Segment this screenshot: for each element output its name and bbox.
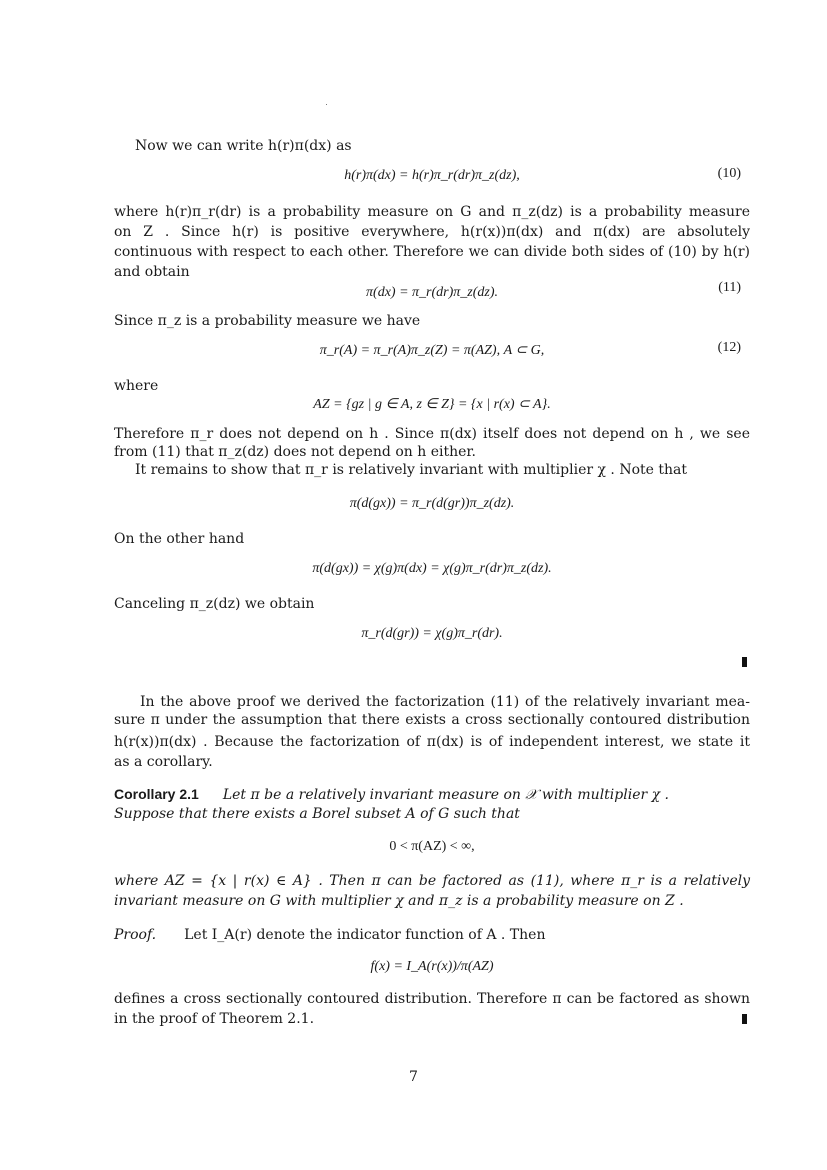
qed-mark [742, 657, 747, 667]
text-line: where h(r)π_r(dr) is a probability measure on G and π_z(dz) is a probability measure [114, 204, 750, 220]
proof-title: Proof. [114, 927, 157, 943]
corollary-title: Corollary 2.1 [114, 786, 199, 802]
text-line: where [114, 378, 159, 394]
corollary-text: Let π be a relatively invariant measure on 𝒳 with multiplier χ . [222, 787, 670, 803]
text-line: Therefore π_r does not depend on h . Since π(dx) itself does not depend on h , we see [114, 426, 750, 442]
text-line: as a corollary. [114, 754, 213, 770]
scan-speck [326, 104, 327, 105]
text-line: invariant measure on G with multiplier χ and π_z is a probability measure on Z . [114, 893, 684, 909]
proof-line [114, 926, 750, 944]
equation-15: π_r(d(gr)) = χ(g)π_r(dr). [361, 626, 503, 641]
equation-13: π(d(gx)) = π_r(d(gr))π_z(dz). [349, 496, 515, 511]
text-line: in the proof of Theorem 2.1. [114, 1011, 315, 1027]
text-line: In the above proof we derived the factorization (11) of the relatively invariant mea- [140, 694, 750, 710]
text-line: h(r(x))π(dx) . Because the factorization of π(dx) is of independent interest, we state it [114, 734, 750, 750]
equation-number: (12) [717, 340, 741, 355]
text-line: Suppose that there exists a Borel subset A of G such that [114, 806, 520, 822]
text-line: Now we can write h(r)π(dx) as [135, 138, 352, 154]
equation-number: (10) [717, 166, 741, 181]
equation-number: (11) [718, 280, 741, 295]
text-line: Since π_z is a probability measure we have [114, 313, 421, 329]
equation-10: h(r)π(dx) = h(r)π_r(dr)π_z(dz), [344, 168, 520, 183]
equation-12: π_r(A) = π_r(A)π_z(Z) = π(AZ), A ⊂ G, [319, 343, 545, 358]
text-line: from (11) that π_z(dz) does not depend on h either. [114, 444, 476, 460]
page-number: 7 [409, 1069, 418, 1085]
text-line: where AZ = {x | r(x) ∈ A} . Then π can be factored as (11), where π_r is a relatively [114, 873, 750, 889]
text-line: and obtain [114, 264, 190, 280]
text-line: Canceling π_z(dz) we obtain [114, 596, 315, 612]
equation-az: AZ = {gz | g ∈ A, z ∈ Z} = {x | r(x) ⊂ A}. [313, 397, 551, 412]
text-line: continuous with respect to each other. Therefore we can divide both sides of (10) by h(r) [114, 244, 750, 260]
equation-14: π(d(gx)) = χ(g)π(dx) = χ(g)π_r(dr)π_z(dz). [312, 561, 552, 576]
corollary-line [114, 785, 750, 804]
text-line: on Z . Since h(r) is positive everywhere, h(r(x))π(dx) and π(dx) are absolutely [114, 224, 750, 240]
proof-equation: f(x) = I_A(r(x))/π(AZ) [370, 959, 494, 974]
equation-11: π(dx) = π_r(dr)π_z(dz). [366, 285, 498, 300]
text-line: defines a cross sectionally contoured distribution. Therefore π can be factored as shown [114, 991, 750, 1007]
corollary-equation: 0 < π(AZ) < ∞, [389, 839, 475, 854]
proof-text: Let I_A(r) denote the indicator function of A . Then [184, 927, 546, 943]
text-line: sure π under the assumption that there exists a cross sectionally contoured distribution [114, 712, 750, 728]
text-line: It remains to show that π_r is relatively invariant with multiplier χ . Note that [135, 462, 687, 478]
qed-mark [742, 1014, 747, 1024]
text-line: On the other hand [114, 531, 245, 547]
